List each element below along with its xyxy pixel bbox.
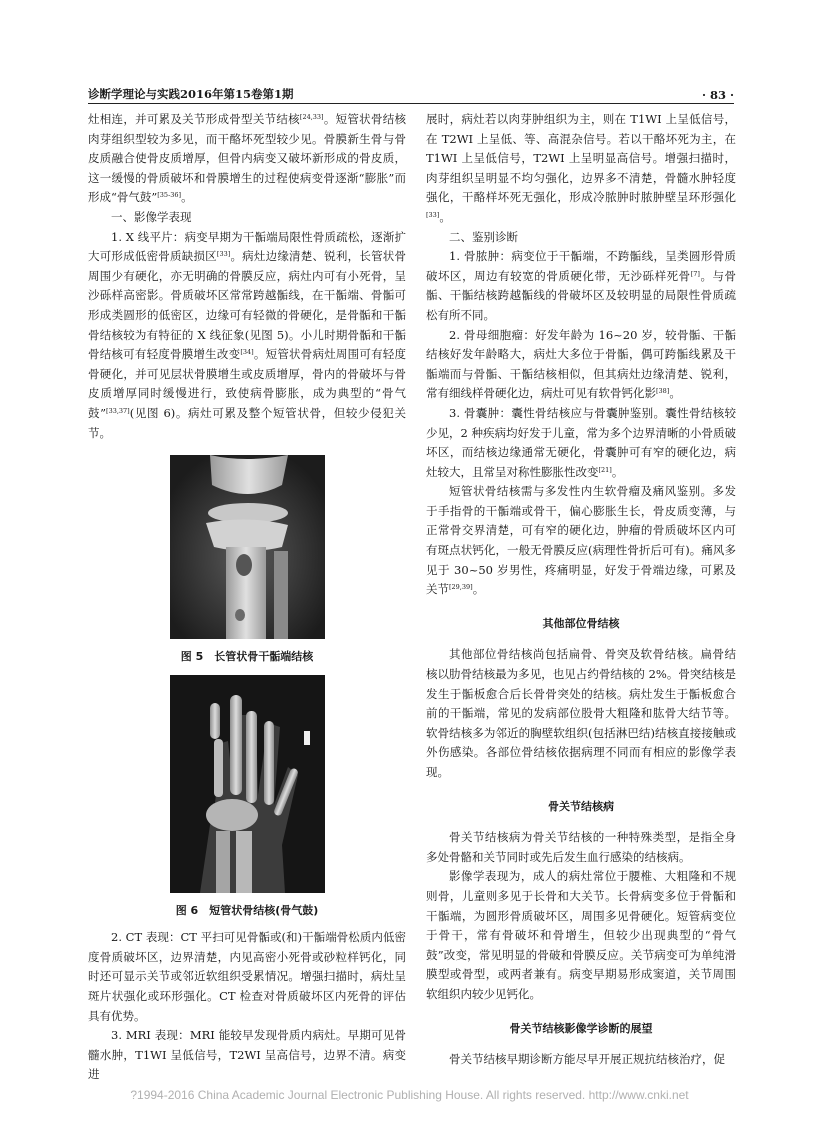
section-heading-imaging: 一、影像学表现: [111, 209, 192, 224]
figure-5-caption: 图 5 长管状骨干骺端结核: [180, 650, 314, 664]
hand-xray-image: [170, 675, 325, 893]
figure-6-caption: 图 6 短管状骨结核(骨气鼓): [175, 903, 319, 917]
copyright-footer: ?1994-2016 China Academic Journal Electronic Publishing House. All rights reserved. http://www.cnki.net: [130, 1088, 689, 1102]
paragraph: 2. 骨母细胞瘤：好发年龄为 16~20 岁，较骨骺、干骺结核好发年龄略大，病灶大多位于骨骺，偶可跨骺线累及干骺端而与骨骺、干骺结核相似，但其病灶边缘清楚、锐利，常有细线样骨硬化边，病灶可见有软骨钙化影[38]。: [426, 327, 736, 401]
paragraph: 2. CT 表现：CT 平扫可见骨骺或(和)干骺端骨松质内低密度骨质破坏区，边界清楚，内见高密小死骨或砂粒样钙化，同时还可显示关节或邻近软组织受累情况。增强扫描时，病灶呈斑片状强化或环形强化。CT 检查对骨质破坏区内死骨的评估具有优势。: [88, 930, 406, 1023]
section-heading-outlook: 骨关节结核影像学诊断的展望: [509, 1021, 653, 1035]
right-column: [426, 110, 736, 1070]
paragraph: 其他部位骨结核尚包括扁骨、骨突及软骨结核。扁骨结核以肋骨结核最为多见，也见占约骨结核的 2%。骨突结核是发生于骺板愈合后长骨骨突处的结核。病灶发生于骺板愈合前的干骺端，常见的发病部位股骨大粗隆和肱骨大结节等。软骨结核多为邻近的胸壁软组织(包括淋巴结)结核直接接触或外伤感染。各部位骨结核依据病理不同而有相应的影像学表现。: [426, 647, 736, 779]
page-number: · 83 ·: [701, 88, 734, 102]
paragraph: 灶相连，并可累及关节形成骨型关节结核[24,33]。短管状骨结核肉芽组织型较为多见，而干酪坏死型较少见。骨膜新生骨与骨皮质融合使骨皮质增厚，但骨内病变又破坏新形成的骨皮质，这一缓慢的骨质破坏和骨膜增生的过程使病变骨逐渐“膨胀”而形成“骨气鼓”[35-36]。: [88, 112, 407, 205]
paragraph: 影像学表现为，成人的病灶常位于腰椎、大粗隆和不规则骨，儿童则多见于长骨和大关节。长骨病变多位于骨骺和干骺端，为圆形骨质破坏区，周围多见骨硬化。短管病变位于骨干，常有骨破坏和骨增生，但较少出现典型的“骨气鼓”改变，常见明显的骨破和骨膜反应。关节病变可为单纯滑膜型或骨型，或两者兼有。病变早期易形成窦道，关节周围软组织内较少见钙化。: [426, 869, 736, 1001]
section-heading-other-sites: 其他部位骨结核: [542, 616, 620, 630]
figure-5: [88, 455, 406, 667]
paragraph: 骨关节结核病为骨关节结核的一种特殊类型，是指全身多处骨骼和关节同时或先后发生血行感染的结核病。: [426, 830, 736, 864]
paragraph: 短管状骨结核需与多发性内生软骨瘤及痛风鉴别。多发于手指骨的干骺端或骨干，偏心膨胀生长，骨皮质变薄，与正常骨交界清楚，可有窄的硬化边，肿瘤的骨质破坏区内可有斑点状钙化，一般无骨膜反应(病理性骨折后可有)。痛风多见于 30~50 岁男性，疼痛明显，好发于骨端边缘，可累及关节[29,39]。: [426, 484, 736, 597]
paragraph: 展时，病灶若以肉芽肿组织为主，则在 T1WI 上呈低信号，在 T2WI 上呈低、等、高混杂信号。若以干酪坏死为主，在 T1WI 上呈低信号，T2WI 上呈明显高信号。增强扫描时，肉芽组织呈明显不均匀强化，边界多不清楚，骨髓水肿轻度强化，干酪样坏死无强化，形成冷脓肿时脓肿壁呈环形强化[33]。: [426, 112, 736, 224]
paragraph: 1. X 线平片：病变早期为干骺端局限性骨质疏松，逐渐扩大可形成低密骨质缺损区[33]。病灶边缘清楚、锐利，长管状骨周围少有硬化，亦无明确的骨膜反应，病灶内可有小死骨，呈沙砾样高密影。骨质破坏区常常跨越骺线，在干骺端、骨骺可形成类圆形的低密区，边缘可有轻微的骨硬化，是骨骺和干骺骨结核较为有特征的 X 线征象(见图 5)。小儿时期骨骺和干骺骨结核可有轻度骨膜增生改变[34]。短管状骨病灶周围可有轻度骨硬化，并可见层状骨膜增生或皮质增厚，骨内的骨破坏与骨皮质增厚同时缓慢进行，致使病骨膨胀，成为典型的“骨气鼓”[33,37](见图 6)。病灶可累及整个短管状骨，但较少侵犯关节。: [88, 229, 407, 440]
paragraph: 1. 骨脓肿：病变位于干骺端，不跨骺线，呈类圆形骨质破坏区，周边有较宽的骨质硬化带，无沙砾样死骨[7]。与骨骺、干骺结核跨越骺线的骨破坏区及较明显的局限性骨质疏松有所不同。: [426, 249, 736, 322]
paragraph: 3. 骨囊肿：囊性骨结核应与骨囊肿鉴别。囊性骨结核较少见，2 种疾病均好发于儿童，常为多个边界清晰的小骨质破坏区，而结核边缘通常无硬化，骨囊肿可有窄的硬化边，病灶较大，且常呈对称性膨胀性改变[21]。: [426, 405, 736, 479]
section-heading-joint-tb: 骨关节结核病: [548, 799, 614, 813]
paragraph: 骨关节结核早期诊断方能尽早开展正规抗结核治疗，促: [449, 1052, 725, 1067]
journal-title: 诊断学理论与实践2016年第15卷第1期: [88, 87, 294, 101]
knee-xray-image: [170, 455, 325, 639]
header-rule: [88, 103, 734, 104]
paragraph: 3. MRI 表现：MRI 能较早发现骨质内病灶。早期可见骨髓水肿，T1WI 呈低信号，T2WI 呈高信号，边界不清。病变进: [88, 1028, 406, 1082]
figure-6: [88, 675, 406, 921]
section-heading-differential: 二、鉴别诊断: [449, 229, 518, 244]
running-header: [88, 86, 734, 102]
left-column: [88, 110, 406, 1085]
